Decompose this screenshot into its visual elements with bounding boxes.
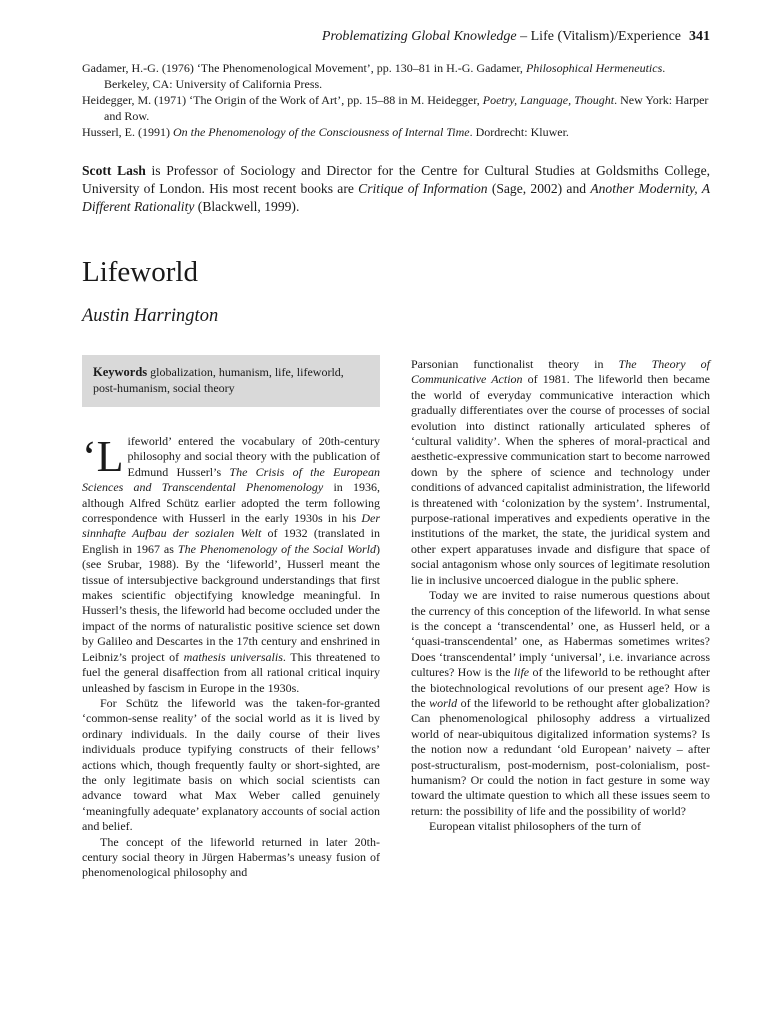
article-title: Lifeworld — [82, 256, 198, 288]
paragraph: Today we are invited to raise numerous questions about the currency of this conception of the lifeworld. In what sense is the concept a ‘transcendental’ one, as Husserl held, or a ‘quasi-transcendental’ one, as Habermas sometimes writes? Does ‘transcendental’ imply ‘universal’, i.e. invariance across cultures? How is the life of the lifeworld to be rethought after the biotechnological revolutions of our present age? How is the world of the lifeworld to be rethought after globalization? Can phenomenological philosophy address a virtualized world of near-ubiquitous digitalized information systems? Is the notion now a redundant ‘old European’ naivety – after post-structuralism, post-modernism, post-colonialism, post-humanism? Or could the notion in fact gesture in some way toward the ultimate question to which all these issues seem to return: the possibility of life and the possibility of world? — [411, 588, 710, 818]
reference-item: Gadamer, H.-G. (1976) ‘The Phenomenological Movement’, pp. 130–81 in H.-G. Gadamer, Philosophical Hermeneutics. Berkeley, CA: University of California Press. — [82, 61, 666, 91]
running-head-title: Problematizing Global Knowledge — [321, 29, 517, 44]
running-head — [82, 28, 710, 46]
bio-name: Scott Lash — [82, 163, 146, 178]
author-bio: Scott Lash is Professor of Sociology and Director for the Centre for Cultural Studies at Goldsmiths College, University of London. His most recent books are Critique of Information (Sage, 2002) and Another Modernity, A Different Rationality (Blackwell, 1999). — [82, 163, 711, 214]
paragraph: For Schütz the lifeworld was the taken-for-granted ‘common-sense reality’ of the social world as it is lived by ordinary individuals. In the daily course of their lives individuals produce typifying constructs of their fellows’ actions which, though frequently faulty or short-sighted, are the only legitimate basis on which social scientists can advance toward what Max Weber called genuinely ‘meaningfully adequate’ explanatory accounts of social action and belief. — [82, 695, 380, 834]
running-head-subtitle: – Life (Vitalism)/Experience — [516, 29, 681, 44]
reference-item: Heidegger, M. (1971) ‘The Origin of the Work of Art’, pp. 15–88 in M. Heidegger, Poetry, Language, Thought. New York: Harper and Row. — [82, 93, 709, 123]
article-author: Austin Harrington — [82, 306, 219, 326]
reference-item: Husserl, E. (1991) On the Phenomenology of the Consciousness of Internal Time. Dordrecht: Kluwer. — [82, 125, 569, 139]
paragraph: European vitalist philosophers of the turn of — [429, 819, 641, 834]
keywords-label: Keywords — [93, 365, 148, 379]
left-column — [82, 434, 380, 881]
drop-cap: ‘L — [82, 432, 124, 481]
paragraph: Parsonian functionalist theory in The Theory of Communicative Action of 1981. The lifeworld then became the world of everyday communicative interaction which gradually differentiates over the course of processes of social evolution into distinct rationally articulated spheres of ‘cultural validity’. When the spheres of moral-practical and aesthetic-expressive communication start to become narrowed down by the sphere of science and technology under conditions of advanced capitalist administration, the lifeworld is threatened with ‘colonization by the system’. Instrumental, purpose-rational imperatives and expedients operative in the institutions of the market, the state, the juridical system and other expert apparatuses invade and disfigure that space of social antagonism whose only sources of legitimate resolution lie in inclusive uncoerced dialogue in the public sphere. — [411, 357, 710, 587]
reference-list — [82, 60, 710, 140]
paragraph: ‘Lifeworld’ entered the vocabulary of 20th-century philosophy and social theory with the publication of Edmund Husserl’s The Crisis of the European Sciences and Transcendental Phenomenology in 1936, although Alfred Schütz earlier adopted the term following correspondence with Husserl in the early 1930s in his Der sinnhafte Aufbau der sozialen Welt of 1932 (translated in English in 1967 as The Phenomenology of the Social World) (see Srubar, 1988). By the ‘lifeworld’, Husserl meant the tissue of intersubjective background understandings that first makes scientific objectifying knowledge meaningful. In Husserl’s thesis, the lifeworld had become occluded under the impact of the norms of naturalistic positive science set down by Galileo and Descartes in the 17th century and enshrined in Leibniz’s project of mathesis universalis. This threatened to fuel the general disaffection from all rational critical inquiry unleashed by fascism in Europe in the 1930s. — [82, 432, 381, 695]
keywords-text: globalization, humanism, life, lifeworld, post-humanism, social theory — [93, 365, 344, 395]
keywords-box — [82, 355, 380, 407]
page-number: 341 — [689, 29, 710, 44]
paragraph: The concept of the lifeworld returned in later 20th-century social theory in Jürgen Habermas’s uneasy fusion of phenomenological philosophy and — [82, 834, 380, 880]
right-column — [411, 357, 710, 835]
